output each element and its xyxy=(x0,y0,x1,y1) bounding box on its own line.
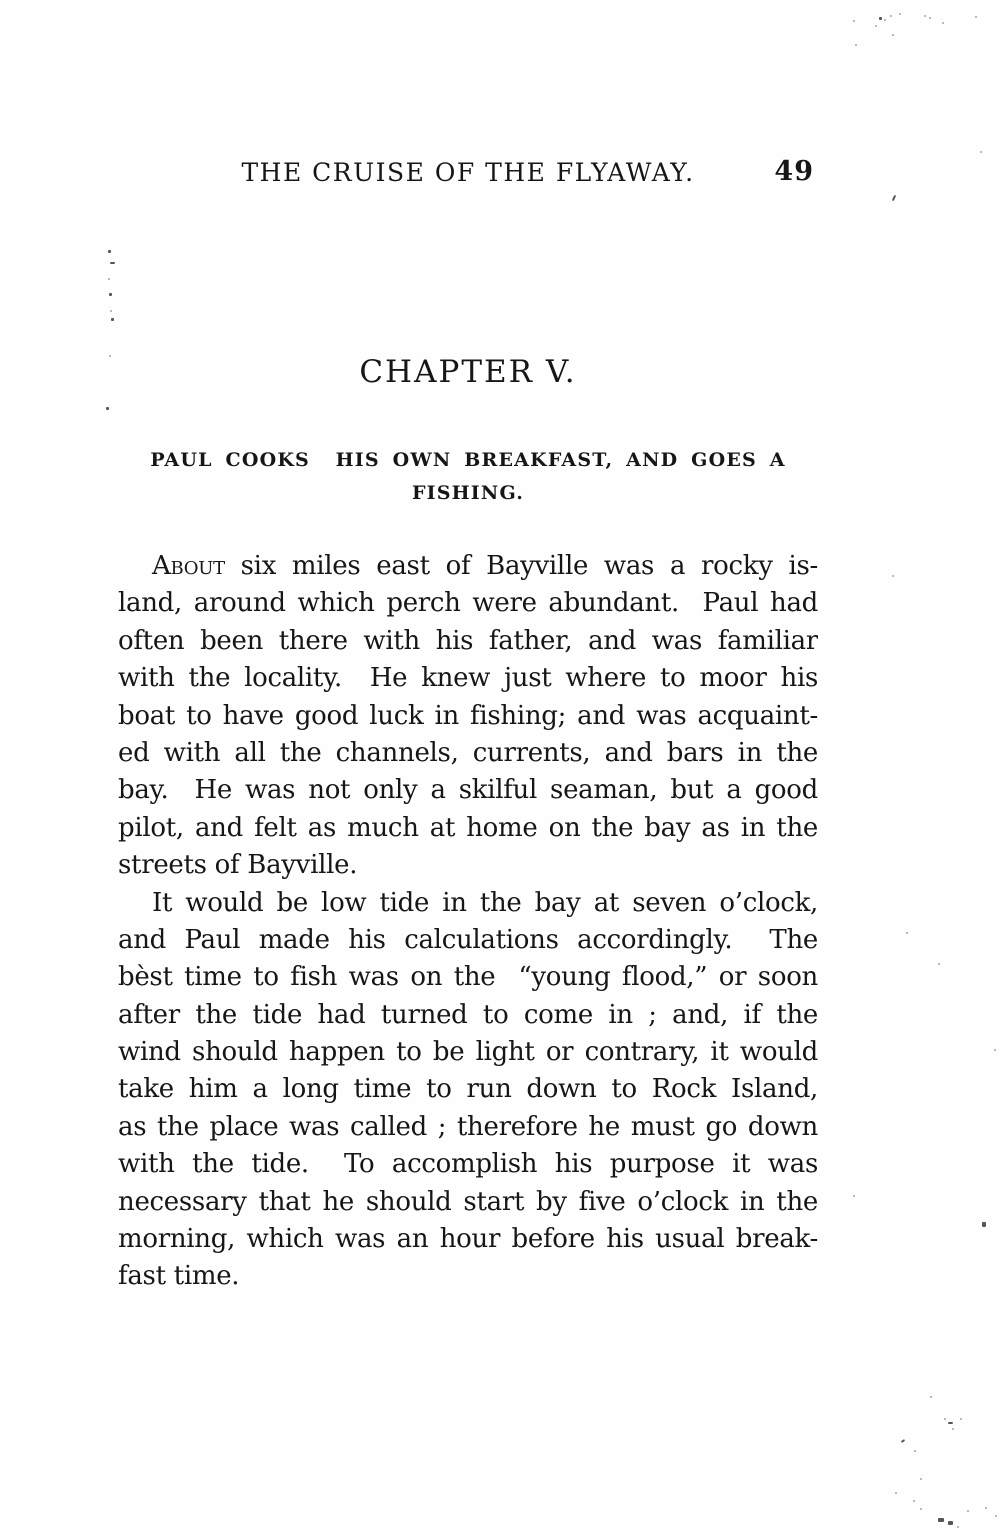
scan-artifact xyxy=(924,15,926,17)
scan-artifact xyxy=(884,19,886,21)
text-line xyxy=(118,548,818,585)
scan-artifact xyxy=(929,17,931,19)
text-line: ed with all the channels, currents, and bars in the xyxy=(118,737,818,768)
body-text xyxy=(118,548,818,1296)
text-line: with the locality. He knew just where to moor his xyxy=(118,663,818,694)
text-line: wind should happen to be light or contrary, it would xyxy=(118,1037,818,1068)
scan-artifact xyxy=(960,1418,962,1420)
scan-artifact xyxy=(980,151,982,153)
scan-artifact xyxy=(938,1518,944,1522)
text-line: pilot, and felt as much at home on the bay as in the xyxy=(118,812,818,843)
scan-artifact xyxy=(108,250,111,253)
scan-artifact xyxy=(109,293,112,296)
scan-artifact xyxy=(879,17,882,20)
scan-artifact xyxy=(967,1510,969,1512)
text-line: as the place was called ; therefore he must go down xyxy=(118,1111,818,1142)
scan-artifact xyxy=(110,262,115,264)
scan-artifact xyxy=(913,1500,915,1502)
scan-artifact xyxy=(109,355,111,357)
text-line: bay. He was not only a skilful seaman, but a good xyxy=(118,775,818,806)
text-line: boat to have good luck in fishing; and was acquaint- xyxy=(118,700,818,731)
text-line-rest: six miles east of Bayville was a rocky is- xyxy=(224,551,818,581)
scan-artifact xyxy=(906,932,908,934)
running-title: THE CRUISE OF THE FLYAWAY. xyxy=(241,158,695,187)
text-line: fast time. xyxy=(118,1261,240,1292)
scan-artifact xyxy=(975,16,977,18)
chapter-heading: CHAPTER V. xyxy=(359,354,577,390)
scan-artifact xyxy=(895,1492,897,1494)
chapter-subtitle xyxy=(118,444,818,510)
scan-artifact xyxy=(914,1450,916,1452)
scan-artifact xyxy=(982,1222,986,1227)
text-line: land, around which perch were abundant. Paul had xyxy=(118,588,818,619)
scan-artifact xyxy=(853,20,855,22)
text-line: bèst time to fish was on the “young flood,” or soon xyxy=(118,962,818,993)
chapter-subtitle-line: PAUL COOKS HIS OWN BREAKFAST, AND GOES A xyxy=(150,449,786,471)
scan-artifact xyxy=(892,195,896,201)
text-line: often been there with his father, and was familiar xyxy=(118,625,818,656)
scan-artifact xyxy=(901,1439,905,1443)
scan-artifact xyxy=(892,575,894,577)
scan-artifact xyxy=(920,1508,922,1510)
scan-artifact xyxy=(952,1428,954,1430)
scan-artifact xyxy=(994,1049,996,1051)
chapter-subtitle-line: FISHING. xyxy=(411,482,525,504)
text-line: after the tide had turned to come in ; and, if the xyxy=(118,999,818,1030)
scan-artifact xyxy=(920,1478,922,1480)
scan-artifact xyxy=(948,1422,953,1424)
text-line: and Paul made his calculations accordingly. The xyxy=(118,924,818,955)
scan-artifact xyxy=(855,44,857,46)
scan-artifact xyxy=(899,13,901,15)
text-line: necessary that he should start by five o’clock in the xyxy=(118,1186,818,1217)
text-line: It would be low tide in the bay at seven o’clock, xyxy=(152,887,818,918)
scan-artifact xyxy=(106,407,109,410)
scan-artifact xyxy=(942,22,944,24)
scan-artifact xyxy=(938,963,940,965)
paragraph-first-word: About xyxy=(152,551,225,581)
scan-artifact xyxy=(875,25,877,27)
scan-artifact xyxy=(948,1521,953,1525)
text-line: with the tide. To accomplish his purpose it was xyxy=(118,1149,818,1180)
scan-artifact xyxy=(108,278,110,280)
scan-artifact xyxy=(995,1515,997,1517)
scan-artifact xyxy=(930,1396,932,1398)
scan-artifact xyxy=(853,1195,855,1197)
page-number: 49 xyxy=(774,156,814,187)
scan-artifact xyxy=(892,34,894,36)
text-line: streets of Bayville. xyxy=(118,850,358,881)
scan-artifact xyxy=(944,1418,946,1420)
scan-artifact xyxy=(985,1507,987,1509)
text-line: take him a long time to run down to Rock Island, xyxy=(118,1074,818,1105)
scan-artifact xyxy=(890,15,892,17)
scan-artifact xyxy=(111,318,114,321)
scan-artifact xyxy=(957,1526,959,1528)
text-line: morning, which was an hour before his usual break- xyxy=(118,1224,818,1255)
scan-artifact xyxy=(110,310,112,312)
running-head xyxy=(118,158,818,196)
